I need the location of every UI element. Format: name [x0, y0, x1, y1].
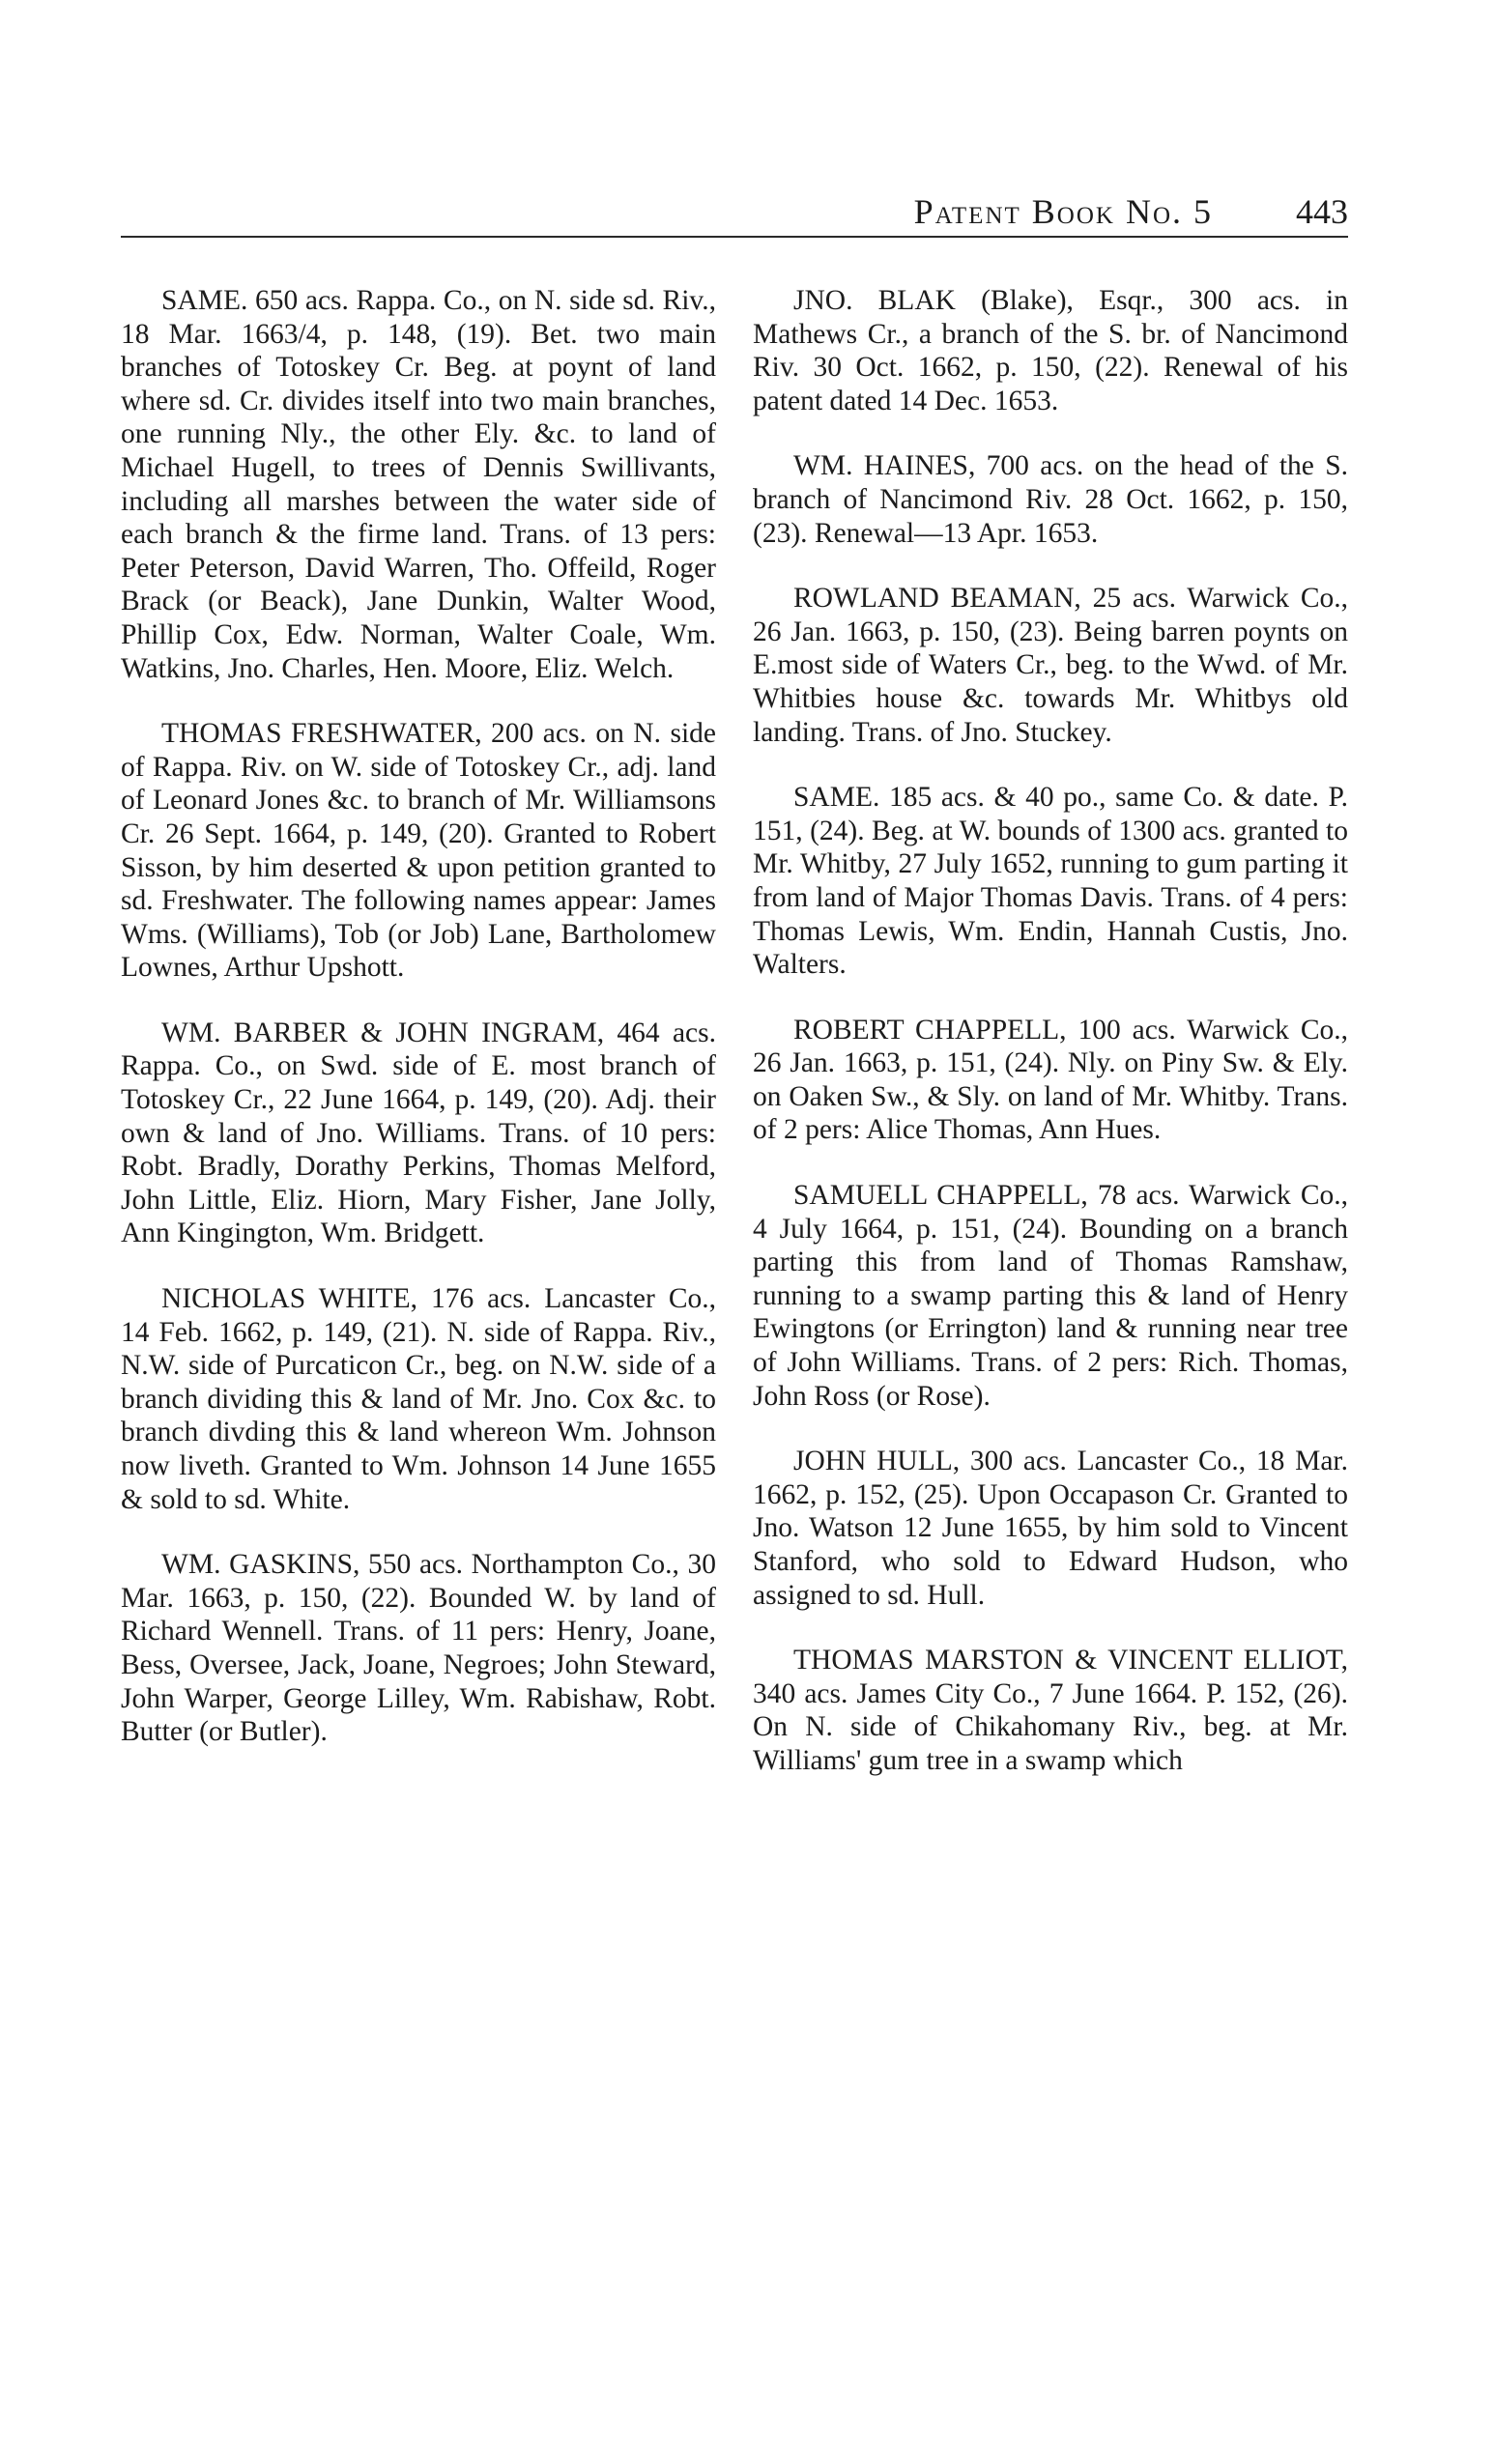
patent-entry: WM. GASKINS, 550 acs. Northampton Co., 30 Mar. 1663, p. 150, (22). Bounded W. by land of Richard Wennell. Trans. of 11 pers: Henry, Joane, Bess, Oversee, Jack, Joane, Negroes; John Steward, John Warper, George Lilley, Wm. Rabishaw, Robt. Butter (or Butler). [121, 1549, 716, 1748]
page-number: 443 [1296, 192, 1348, 231]
patent-entry: JOHN HULL, 300 acs. Lancaster Co., 18 Mar. 1662, p. 152, (25). Upon Occapason Cr. Granted to Jno. Watson 12 June 1655, by him sold to Vincent Stanford, who sold to Edward Hudson, who assigned to sd. Hull. [753, 1446, 1348, 1611]
right-column [753, 284, 1348, 1810]
running-header [121, 186, 1348, 238]
left-column [121, 284, 716, 1781]
running-title: Patent Book No. 5 [913, 192, 1213, 231]
patent-entry: WM. BARBER & JOHN INGRAM, 464 acs. Rappa. Co., on Swd. side of E. most branch of Totoskey Cr., 22 June 1664, p. 149, (20). Adj. their own & land of Jno. Williams. Trans. of 10 pers: Robt. Bradly, Dorathy Perkins, Thomas Melford, John Little, Eliz. Hiorn, Mary Fisher, Jane Jolly, Ann Kingington, Wm. Bridgett. [121, 1017, 716, 1249]
patent-entry: ROWLAND BEAMAN, 25 acs. Warwick Co., 26 Jan. 1663, p. 150, (23). Being barren poynts on E.most side of Waters Cr., beg. to the Wwd. of Mr. Whitbies house &c. towards Mr. Whitbys old landing. Trans. of Jno. Stuckey. [753, 583, 1348, 748]
patent-entry: SAME. 650 acs. Rappa. Co., on N. side sd. Riv., 18 Mar. 1663/4, p. 148, (19). Bet. two main branches of Totoskey Cr. Beg. at poynt of land where sd. Cr. divides itself into two main branches, one running Nly., the other Ely. &c. to land of Michael Hugell, to trees of Dennis Swillivants, including all marshes between the water side of each branch & the firme land. Trans. of 13 pers: Peter Peterson, David Warren, Tho. Offeild, Roger Brack (or Beack), Jane Dunkin, Walter Wood, Phillip Cox, Edw. Norman, Walter Coale, Wm. Watkins, Jno. Charles, Hen. Moore, Eliz. Welch. [121, 285, 716, 684]
patent-entry: WM. HAINES, 700 acs. on the head of the S. branch of Nancimond Riv. 28 Oct. 1662, p. 150, (23). Renewal—13 Apr. 1653. [753, 450, 1348, 549]
patent-entry: SAME. 185 acs. & 40 po., same Co. & date. P. 151, (24). Beg. at W. bounds of 1300 acs. granted to Mr. Whitby, 27 July 1652, running to gum parting it from land of Major Thomas Davis. Trans. of 4 pers: Thomas Lewis, Wm. Endin, Hannah Custis, Jno. Walters. [753, 782, 1348, 981]
patent-entry: JNO. BLAK (Blake), Esqr., 300 acs. in Mathews Cr., a branch of the S. br. of Nancimond Riv. 30 Oct. 1662, p. 150, (22). Renewal of his patent dated 14 Dec. 1653. [753, 285, 1348, 416]
patent-entry: NICHOLAS WHITE, 176 acs. Lancaster Co., 14 Feb. 1662, p. 149, (21). N. side of Rappa. Riv., N.W. side of Purcaticon Cr., beg. on N.W. side of a branch dividing this & land of Mr. Jno. Cox &c. to branch divding this & land whereon Wm. Johnson now liveth. Granted to Wm. Johnson 14 June 1655 & sold to sd. White. [121, 1283, 716, 1515]
patent-entry: THOMAS MARSTON & VINCENT ELLIOT, 340 acs. James City Co., 7 June 1664. P. 152, (26). On N. side of Chikahomany Riv., beg. at Mr. Williams' gum tree in a swamp which [753, 1645, 1348, 1776]
patent-entry: SAMUELL CHAPPELL, 78 acs. Warwick Co., 4 July 1664, p. 151, (24). Bounding on a branch parting this from land of Thomas Ramshaw, running to a swamp parting this & land of Henry Ewingtons (or Errington) land & running near tree of John Williams. Trans. of 2 pers: Rich. Thomas, John Ross (or Rose). [753, 1180, 1348, 1412]
patent-entry: ROBERT CHAPPELL, 100 acs. Warwick Co., 26 Jan. 1663, p. 151, (24). Nly. on Piny Sw. & Ely. on Oaken Sw., & Sly. on land of Mr. Whitby. Trans. of 2 pers: Alice Thomas, Ann Hues. [753, 1014, 1348, 1146]
patent-entry: THOMAS FRESHWATER, 200 acs. on N. side of Rappa. Riv. on W. side of Totoskey Cr., adj. land of Leonard Jones &c. to branch of Mr. Williamsons Cr. 26 Sept. 1664, p. 149, (20). Granted to Robert Sisson, by him deserted & upon petition granted to sd. Freshwater. The following names appear: James Wms. (Williams), Tob (or Job) Lane, Bartholomew Lownes, Arthur Upshott. [121, 718, 716, 984]
